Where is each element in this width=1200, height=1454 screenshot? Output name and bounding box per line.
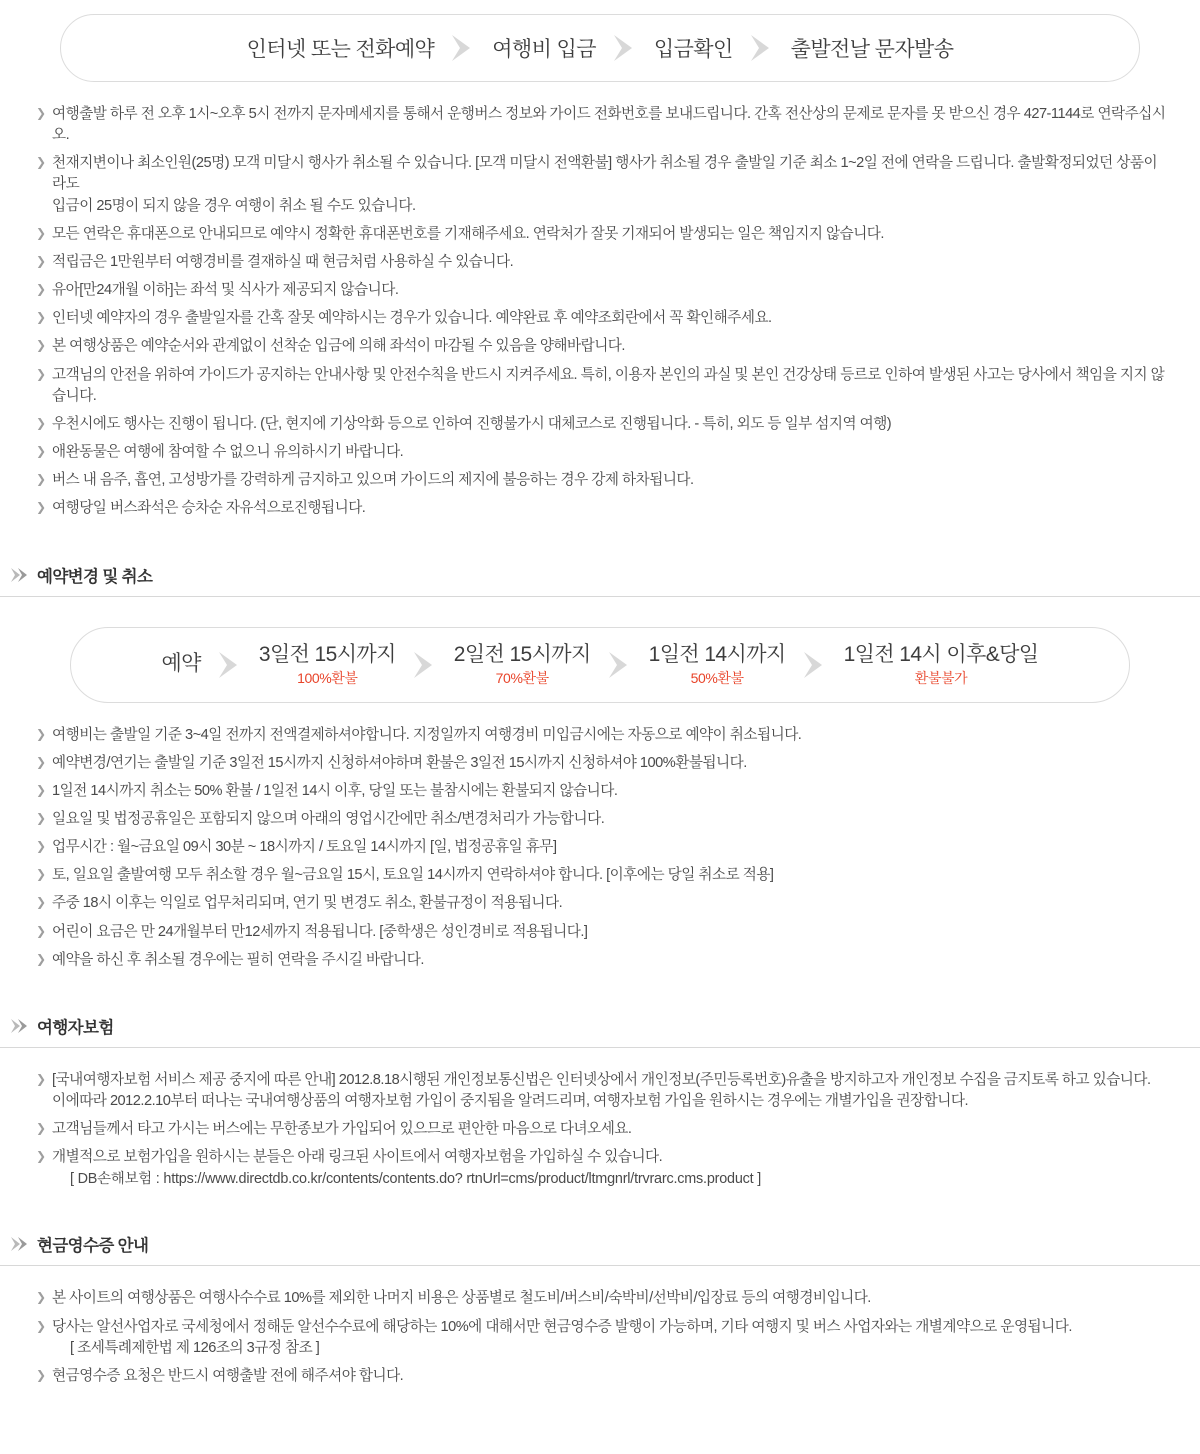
list-item-text [52,153,1166,216]
bottom-spacer [0,1404,1200,1454]
list-item-subline: 입금이 25명이 되지 않을 경우 여행이 취소 될 수도 있습니다. [52,197,416,214]
list-item-text: 예약변경/연기는 출발일 기준 3일전 15시까지 신청하셔야하며 환불은 3일전 15시까지 신청하셔야 100%환불됩니다. [52,754,747,771]
list-item-line: 개별적으로 보험가입을 원하시는 분들은 아래 링크된 사이트에서 여행자보험을 가입하실 수 있습니다. [52,1149,663,1166]
chevron-right-small-icon: ❯ [36,415,47,430]
chevron-right-small-icon: ❯ [36,282,47,297]
chevron-right-large-icon [201,648,259,682]
refund-step-title: 예약 [161,652,201,676]
list-item-line: [국내여행자보험 서비스 제공 중지에 따른 안내] 2012.8.18시행된 개인정보통신법은 인터넷상에서 개인정보(주민등록번호)유출을 방지하고자 개인정보 수집을 금지토록 하고 있습니다. [52,1071,1151,1088]
list-item-line: 당사는 알선사업자로 국세청에서 정해둔 알선수수료에 해당하는 10%에 대해서만 현금영수증 발행이 가능하며, 기타 여행지 및 버스 사업자와는 개별계약으로 운영됩니다. [52,1318,1072,1335]
chevron-right-small-icon: ❯ [36,782,47,797]
cancel-policy-list [0,703,1200,988]
insurance-link[interactable]: [ DB손해보험 : https://www.directdb.co.kr/contents/contents.do? rtnUrl=cms/product/ltmgnrl/trvrarc.cms.product ] [70,1170,762,1187]
list-item [34,753,1166,774]
list-item [34,922,1166,943]
notice-list [0,82,1200,537]
chevron-right-large-icon [786,648,844,682]
chevron-right-small-icon: ❯ [36,1318,47,1333]
chevron-right-small-icon: ❯ [36,366,47,381]
refund-flow-step [259,642,396,688]
list-item [34,893,1166,914]
list-item-text [52,1070,1166,1112]
list-item-text: 본 사이트의 여행상품은 여행사수수료 10%를 제외한 나머지 비용은 상품별로 철도비/버스비/숙박비/선박비/입장료 등의 여행경비입니다. [52,1290,871,1307]
list-item-text [52,1317,1166,1359]
chevron-right-small-icon: ❯ [36,338,47,353]
double-chevron-right-icon [10,1018,28,1034]
list-item [34,336,1166,357]
section-title: 현금영수증 안내 [37,1237,149,1256]
refund-flow-step [454,642,591,688]
refund-step-note: 환불불가 [914,669,968,686]
double-chevron-right-icon [10,567,28,583]
booking-flow-step: 출발전날 문자발송 [790,38,954,61]
list-item-text: 애완동물은 여행에 참여할 수 없으니 유의하시기 바랍니다. [52,444,404,461]
list-item [34,442,1166,463]
chevron-right-small-icon: ❯ [36,895,47,910]
refund-flow-step [844,642,1039,688]
list-item [34,809,1166,830]
list-item-line: 천재지변이나 최소인원(25명) 모객 미달시 행사가 취소될 수 있습니다. [모객 미달시 전액환불] 행사가 취소될 경우 출발일 기준 최소 1~2일 전에 연락을 드립니다. 출발확정되었던 상품이라도 [52,155,1158,193]
refund-step-title: 1일전 14시까지 [648,642,786,666]
chevron-right-small-icon: ❯ [36,310,47,325]
list-item [34,104,1166,146]
list-item-text: 어린이 요금은 만 24개월부터 만12세까지 적용됩니다. [중학생은 성인경비로 적용됩니다.] [52,923,588,940]
chevron-right-large-icon [434,31,492,65]
refund-flow-step [649,642,786,688]
list-item-text: 현금영수증 요청은 반드시 여행출발 전에 해주셔야 합니다. [52,1367,404,1384]
list-item-subline: [ 조세특례제한법 제 126조의 3규정 참조 ] [70,1339,320,1356]
refund-flow [70,627,1130,703]
refund-flow-section [0,597,1200,703]
list-item [34,1147,1166,1189]
chevron-right-large-icon [733,31,791,65]
list-item [34,470,1166,491]
list-item [34,950,1166,971]
list-item-text [52,1147,1166,1189]
chevron-right-small-icon: ❯ [36,1071,47,1086]
chevron-right-small-icon: ❯ [36,472,47,487]
list-item [34,1317,1166,1359]
chevron-right-small-icon: ❯ [36,867,47,882]
chevron-right-small-icon: ❯ [36,754,47,769]
chevron-right-small-icon: ❯ [36,951,47,966]
list-item-text: 고객님들께서 타고 가시는 버스에는 무한종보가 가입되어 있으므로 편안한 마음으로 다녀오세요. [52,1121,632,1138]
list-item [34,252,1166,273]
list-item [34,865,1166,886]
refund-step-note: 70%환불 [495,669,549,686]
chevron-right-small-icon: ❯ [36,253,47,268]
list-item-text: 여행당일 버스좌석은 승차순 자유석으로진행됩니다. [52,500,366,517]
chevron-right-small-icon: ❯ [36,444,47,459]
list-item-subline: 이에따라 2012.2.10부터 떠나는 국내여행상품의 여행자보험 가입이 중지됨을 알려드리며, 여행자보험 가입을 원하시는 경우에는 개별가입을 권장합니다. [52,1093,969,1110]
list-item [34,1070,1166,1112]
list-item [34,280,1166,301]
chevron-right-small-icon: ❯ [36,1290,47,1305]
list-item-text: 본 여행상품은 예약순서와 관계없이 선착순 입금에 의해 좌석이 마감될 수 있음을 양해바랍니다. [52,338,625,355]
list-item-text: 1일전 14시까지 취소는 50% 환불 / 1일전 14시 이후, 당일 또는 불참시에는 환불되지 않습니다. [52,782,618,799]
list-item [34,308,1166,329]
list-item [34,224,1166,245]
booking-flow-step: 인터넷 또는 전화예약 [246,38,435,61]
cash-receipt-list [0,1266,1200,1404]
chevron-right-small-icon: ❯ [36,1121,47,1136]
list-item-text: 모든 연락은 휴대폰으로 안내되므로 예약시 정확한 휴대폰번호를 기재해주세요. 연락처가 잘못 기재되어 발생되는 일은 책임지지 않습니다. [52,225,884,242]
list-item [34,414,1166,435]
chevron-right-large-icon [596,31,654,65]
list-item-text: 유아[만24개월 이하]는 좌석 및 식사가 제공되지 않습니다. [52,282,399,299]
list-item-text: 우천시에도 행사는 진행이 됩니다. (단, 현지에 기상악화 등으로 인하여 진행불가시 대체코스로 진행됩니다. - 특히, 외도 등 일부 섬지역 여행) [52,415,892,432]
booking-flow [60,14,1140,82]
section-header-change-cancel [0,563,1200,597]
list-item [34,153,1166,216]
section-header-insurance [0,1014,1200,1048]
chevron-right-small-icon: ❯ [36,839,47,854]
section-header-cash-receipt [0,1232,1200,1266]
booking-flow-section [0,0,1200,82]
double-chevron-right-icon [10,1236,28,1252]
booking-flow-step: 여행비 입금 [492,38,596,61]
chevron-right-small-icon: ❯ [36,106,47,120]
list-item-text: 여행출발 하루 전 오후 1시~오후 5시 전까지 문자메세지를 통해서 운행버스 정보와 가이드 전화번호를 보내드립니다. 간혹 전산상의 문제로 문자를 못 받으신 경우 427-1144로 연락주십시오. [52,106,1166,144]
section-title: 예약변경 및 취소 [37,567,153,586]
refund-step-note: 50%환불 [690,669,744,686]
chevron-right-small-icon: ❯ [36,923,47,938]
list-item-text: 주중 18시 이후는 익일로 업무처리되며, 연기 및 변경도 취소, 환불규정이 적용됩니다. [52,895,563,912]
chevron-right-small-icon: ❯ [36,225,47,240]
chevron-right-small-icon: ❯ [36,155,47,170]
refund-step-title: 3일전 15시까지 [258,642,396,666]
chevron-right-small-icon: ❯ [36,1367,47,1382]
list-item-text: 적립금은 1만원부터 여행경비를 결재하실 때 현금처럼 사용하실 수 있습니다. [52,253,514,270]
section-title: 여행자보험 [37,1018,114,1037]
refund-step-title: 1일전 14시 이후&당일 [843,642,1039,666]
list-item [34,725,1166,746]
list-item [34,1119,1166,1140]
refund-step-title: 2일전 15시까지 [453,642,591,666]
list-item-text: 토, 일요일 출발여행 모두 취소할 경우 월~금요일 15시, 토요일 14시까지 연락하셔야 합니다. [이후에는 당일 취소로 적용] [52,867,774,884]
chevron-right-large-icon [396,648,454,682]
list-item [34,498,1166,519]
list-item [34,1366,1166,1387]
list-item [34,781,1166,802]
chevron-right-large-icon [591,648,649,682]
list-item-text: 일요일 및 법정공휴일은 포함되지 않으며 아래의 영업시간에만 취소/변경처리가 가능합니다. [52,810,605,827]
list-item-text: 업무시간 : 월~금요일 09시 30분 ~ 18시까지 / 토요일 14시까지 [일, 법정공휴일 휴무] [52,839,557,856]
insurance-list [0,1048,1200,1207]
refund-flow-step [161,651,200,677]
list-item-text: 인터넷 예약자의 경우 출발일자를 간혹 잘못 예약하시는 경우가 있습니다. 예약완료 후 예약조회란에서 꼭 확인해주세요. [52,310,772,327]
list-item-text: 예약을 하신 후 취소될 경우에는 필히 연락을 주시길 바랍니다. [52,951,424,968]
list-item-text: 여행비는 출발일 기준 3~4일 전까지 전액결제하셔야합니다. 지정일까지 여행경비 미입금시에는 자동으로 예약이 취소됩니다. [52,726,802,743]
chevron-right-small-icon: ❯ [36,726,47,741]
list-item-text: 고객님의 안전을 위하여 가이드가 공지하는 안내사항 및 안전수칙을 반드시 지켜주세요. 특히, 이용자 본인의 과실 및 본인 건강상태 등르로 인하여 발생된 사고는 당사에서 책임을 지지 않습니다. [52,366,1165,404]
refund-step-note: 100%환불 [297,669,358,686]
list-item [34,837,1166,858]
chevron-right-small-icon: ❯ [36,1149,47,1164]
list-item [34,1288,1166,1309]
chevron-right-small-icon: ❯ [36,500,47,515]
chevron-right-small-icon: ❯ [36,810,47,825]
booking-flow-step: 입금확인 [653,38,733,61]
list-item [34,365,1166,407]
list-item-text: 버스 내 음주, 흡연, 고성방가를 강력하게 금지하고 있으며 가이드의 제지에 불응하는 경우 강제 하차됩니다. [52,472,694,489]
